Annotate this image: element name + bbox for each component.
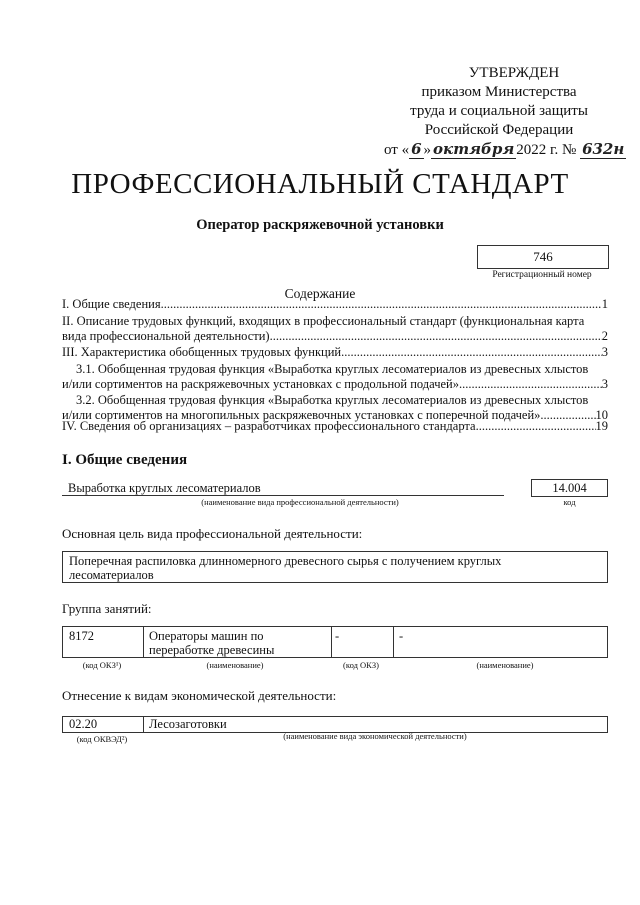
goal-text — [69, 554, 501, 582]
okz-code-1: 8172 — [69, 629, 94, 643]
okved-name-label: (наименование вида экономической деятельности) — [283, 731, 467, 741]
activity-name: Выработка круглых лесоматериалов — [68, 481, 261, 495]
okved-code-label: (код ОКВЭД²) — [76, 734, 128, 744]
approval-date-line — [384, 140, 625, 160]
toc-item-label: 3.1. Обобщенная трудовая функция «Выработка круглых лесоматериалов из древесных хлыстов — [76, 362, 589, 376]
approval-block — [384, 64, 625, 160]
registration-number-label: Регистрационный номер — [492, 270, 592, 280]
toc-item-label: III. Характеристика обобщенных трудовых функций — [62, 345, 342, 359]
date-prefix: от « — [384, 142, 410, 158]
toc-item[interactable] — [62, 362, 608, 392]
date-day: 6 — [411, 140, 422, 158]
occupation-name-1 — [149, 629, 274, 657]
toc-item-page: 3 — [601, 377, 608, 391]
activity-code-label: код — [563, 497, 576, 507]
toc-item-page: 3 — [601, 345, 608, 359]
group-col-label: (код ОКЗ¹) — [82, 660, 122, 670]
toc-item[interactable] — [62, 314, 608, 344]
divider — [331, 627, 332, 658]
group-label: Группа занятий: — [62, 601, 152, 616]
toc-item-label: IV. Сведения об организациях – разработчиках профессионального стандарта — [62, 419, 476, 433]
okved-label: Отнесение к видам экономической деятельности: — [62, 688, 337, 703]
toc-item[interactable] — [62, 419, 608, 434]
section-heading: I. Общие сведения — [62, 452, 188, 468]
occupation-name-line: переработке древесины — [149, 643, 275, 657]
occupation-name-line: Операторы машин по — [149, 629, 264, 643]
toc-item-page: 1 — [601, 297, 608, 311]
group-table — [62, 626, 608, 658]
date-year: 2022 г. № — [516, 142, 577, 158]
page-subtitle: Оператор раскряжевочной установки — [196, 217, 444, 233]
toc-item[interactable] — [62, 345, 608, 360]
toc-item-label-cont: вида профессиональной деятельности) — [62, 329, 270, 343]
order-number: 632н — [582, 140, 625, 158]
toc-item-label-cont: и/или сортиментов на многопильных раскряжевочных установках с поперечной подачей» — [62, 408, 541, 422]
toc-heading: Содержание — [284, 286, 356, 301]
toc-item-label: 3.2. Обобщенная трудовая функция «Выработка круглых лесоматериалов из древесных хлыстов — [76, 393, 589, 407]
toc-item-label: I. Общие сведения — [62, 297, 161, 311]
group-col-label: (код ОКЗ) — [343, 660, 379, 670]
activity-underline — [62, 495, 504, 496]
approval-line: труда и социальной защиты — [410, 103, 588, 119]
okved-name: Лесозаготовки — [149, 717, 227, 731]
toc-item-page: 2 — [601, 329, 608, 343]
registration-number-box: 746 — [477, 245, 609, 269]
occupation-name-2: - — [399, 629, 404, 643]
approval-line: приказом Министерства — [421, 84, 577, 100]
page-title: ПРОФЕССИОНАЛЬНЫЙ СТАНДАРТ — [71, 168, 569, 200]
toc-item-page: 19 — [595, 419, 608, 433]
goal-text-line: лесоматериалов — [69, 568, 154, 582]
okved-code: 02.20 — [69, 717, 98, 731]
activity-name-label: (наименование вида профессиональной деятельности) — [201, 497, 399, 507]
group-col-label: (наименование) — [476, 660, 534, 670]
divider — [143, 717, 144, 733]
toc-item-label-cont: и/или сортиментов на раскряжевочных установках с продольной подачей» — [62, 377, 459, 391]
toc-item-page: 10 — [595, 408, 608, 422]
goal-text-line: Поперечная распиловка длинномерного древесного сырья с получением круглых — [69, 554, 502, 568]
approval-title: УТВЕРЖДЕН — [468, 65, 560, 81]
approval-line: Российской Федерации — [424, 122, 574, 138]
okz-code-2: - — [335, 629, 340, 643]
divider — [143, 627, 144, 658]
goal-box — [62, 551, 608, 583]
divider — [393, 627, 394, 658]
group-col-label: (наименование) — [206, 660, 264, 670]
toc-item-label: II. Описание трудовых функций, входящих в профессиональный стандарт (функциональная карта — [62, 314, 585, 328]
goal-label: Основная цель вида профессиональной деятельности: — [62, 526, 363, 541]
toc-item[interactable] — [62, 297, 608, 312]
activity-code: 14.004 — [531, 479, 608, 497]
date-mid: » — [423, 142, 432, 158]
date-month: октября — [433, 140, 515, 158]
